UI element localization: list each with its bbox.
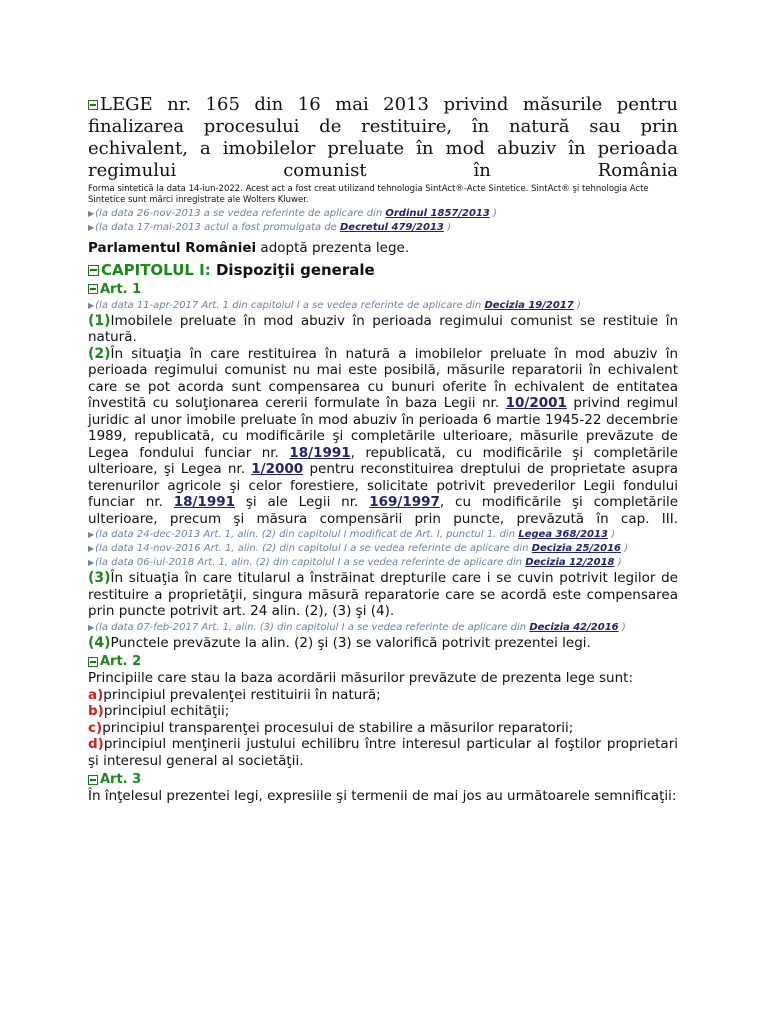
arrow-right-icon[interactable]: ▶ [88, 223, 95, 232]
link-decizia-12-2018[interactable]: Decizia 12/2018 [525, 557, 615, 568]
link-legea-18-1991-b[interactable]: 18/1991 [173, 494, 236, 510]
link-legea-169-1997[interactable]: 169/1997 [369, 494, 440, 510]
link-legea-1-2000[interactable]: 1/2000 [251, 461, 304, 477]
arrow-right-icon[interactable]: ▶ [88, 558, 95, 567]
art1-paragraph-1: (1)Imobilele preluate în mod abuziv în perioada regimului comunist se restituie în natură. [88, 312, 678, 345]
collapse-icon[interactable] [88, 284, 98, 294]
article-3-heading: Art. 3 [88, 772, 678, 788]
note-art1-p3: ▶(la data 07-feb-2017 Art. 1, alin. (3) din capitolul I a se vedea referinte de aplicare din Decizia 42/2016 ) [88, 621, 626, 633]
arrow-right-icon[interactable]: ▶ [88, 622, 95, 632]
collapse-icon[interactable] [88, 265, 99, 276]
collapse-icon[interactable] [88, 775, 98, 785]
art2-intro: Principiile care stau la baza acordării măsurilor prevăzute de prezenta lege sunt: [88, 670, 634, 686]
link-decizia-42-2016[interactable]: Decizia 42/2016 [529, 621, 619, 633]
arrow-right-icon[interactable]: ▶ [88, 530, 95, 539]
link-legea-18-1991[interactable]: 18/1991 [289, 444, 351, 461]
art1-paragraph-4: (4)Punctele prevăzute la alin. (2) şi (3) se valorifică potrivit prezentei legi. [88, 634, 591, 651]
article-1-heading: Art. 1 [88, 282, 678, 298]
link-ordinul-1857-2013[interactable]: Ordinul 1857/2013 [385, 208, 490, 219]
collapse-icon[interactable] [88, 100, 98, 110]
art2-item-b: b)principiul echităţii; [88, 703, 230, 719]
note-decretul: ▶(la data 17-mai-2013 actul a fost promulgata de Decretul 479/2013 ) [88, 222, 451, 233]
link-legea-10-2001[interactable]: 10/2001 [505, 395, 567, 411]
synthetic-form-note: Forma sintetică la data 14-iun-2022. Acest act a fost creat utilizand tehnologia SintAct®-Acte Sintetice. SintAct® şi tehnologia Acte Sintetice sunt mărci inregistrate ale Wolters Kluwer. [88, 184, 649, 205]
link-decizia-19-2017[interactable]: Decizia 19/2017 [484, 299, 574, 311]
art3-intro: În înţelesul prezentei legi, expresiile şi termenii de mai jos au următoarele semnificaţii: [88, 788, 677, 804]
art2-item-a: a)principiul prevalenţei restituirii în natură; [88, 686, 381, 703]
link-decretul-479-2013[interactable]: Decretul 479/2013 [339, 222, 444, 233]
arrow-right-icon[interactable]: ▶ [88, 300, 95, 310]
art1-paragraph-3: (3)În situaţia în care titularul a înstrăinat drepturile care i se cuvin potrivit legilor de restituire a proprietăţii, singura măsură reparatorie care se acordă este compensarea prin puncte potrivit art. 24 alin. (2), (3) şi (4). [88, 570, 678, 619]
link-legea-368-2013[interactable]: Legea 368/2013 [518, 529, 608, 540]
note-art1: ▶(la data 11-apr-2017 Art. 1 din capitolul I a se vedea referinte de aplicare din Decizia 19/2017 ) [88, 299, 581, 311]
document [88, 94, 678, 805]
chapter-heading: CAPITOLUL I: Dispoziţii generale [88, 261, 678, 279]
note-art1-p2-b: ▶(la data 14-nov-2016 Art. 1, alin. (2) din capitolul I a se vedea referinte de aplicare din Decizia 25/2016 ) [88, 543, 629, 554]
note-ordinul: ▶(la data 26-nov-2013 a se vedea referinte de aplicare din Ordinul 1857/2013 ) [88, 208, 497, 219]
art1-paragraph-2: (2)În situaţia în care restituirea în natură a imobilelor preluate în mod abuziv în perioada regimului comunist nu mai este posibilă, măsurile reparatorii în echivalent care se pot acorda sunt compensarea cu bunuri oferite în echivalent de entitatea învestită cu soluţionarea cererii formulate în baza Legii nr. 10/2001 privind regimul juridic al unor imobile preluate în mod abuziv în perioada 6 martie 1945-22 decembrie 1989, republicată, cu modificările şi completările ulterioare, măsurile prevăzute de Legea fondului funciar nr. 18/1991, republicată, cu modificările şi completările ulterioare, şi Legea nr. 1/2000 pentru reconstituirea dreptului de proprietate asupra terenurilor agricole şi celor forestiere, solicitate potrivit prevederilor Legii fondului funciar nr. 18/1991 şi ale Legii nr. 169/1997, cu modificările şi completările ulterioare, precum şi măsura compensării prin puncte, prevăzută în cap. III. [88, 345, 679, 527]
parliament-statement: Parlamentul României adoptă prezenta lege. [88, 240, 410, 256]
note-art1-p2-a: ▶(la data 24-dec-2013 Art. 1, alin. (2) din capitolul I modificat de Art. I, punctul 1. din Legea 368/2013 ) [88, 529, 615, 540]
arrow-right-icon[interactable]: ▶ [88, 209, 95, 218]
art2-item-c: c)principiul transparenţei procesului de stabilire a măsurilor reparatorii; [88, 719, 574, 736]
note-art1-p2-c: ▶(la data 06-iul-2018 Art. 1, alin. (2) din capitolul I a se vedea referinte de aplicare din Decizia 12/2018 ) [88, 557, 622, 568]
link-decizia-25-2016[interactable]: Decizia 25/2016 [531, 543, 621, 554]
law-title: LEGE nr. 165 din 16 mai 2013 privind măsurile pentru finalizarea procesului de restituire, în natură sau prin echivalent, a imobilelor preluate în mod abuziv în perioada regimului comunist în România [88, 94, 678, 181]
art2-item-d: d)principiul menţinerii justului echilibru între interesul particular al foştilor proprietari şi interesul general al societăţii. [88, 736, 678, 769]
article-2-heading: Art. 2 [88, 654, 678, 670]
arrow-right-icon[interactable]: ▶ [88, 544, 95, 553]
collapse-icon[interactable] [88, 657, 98, 667]
